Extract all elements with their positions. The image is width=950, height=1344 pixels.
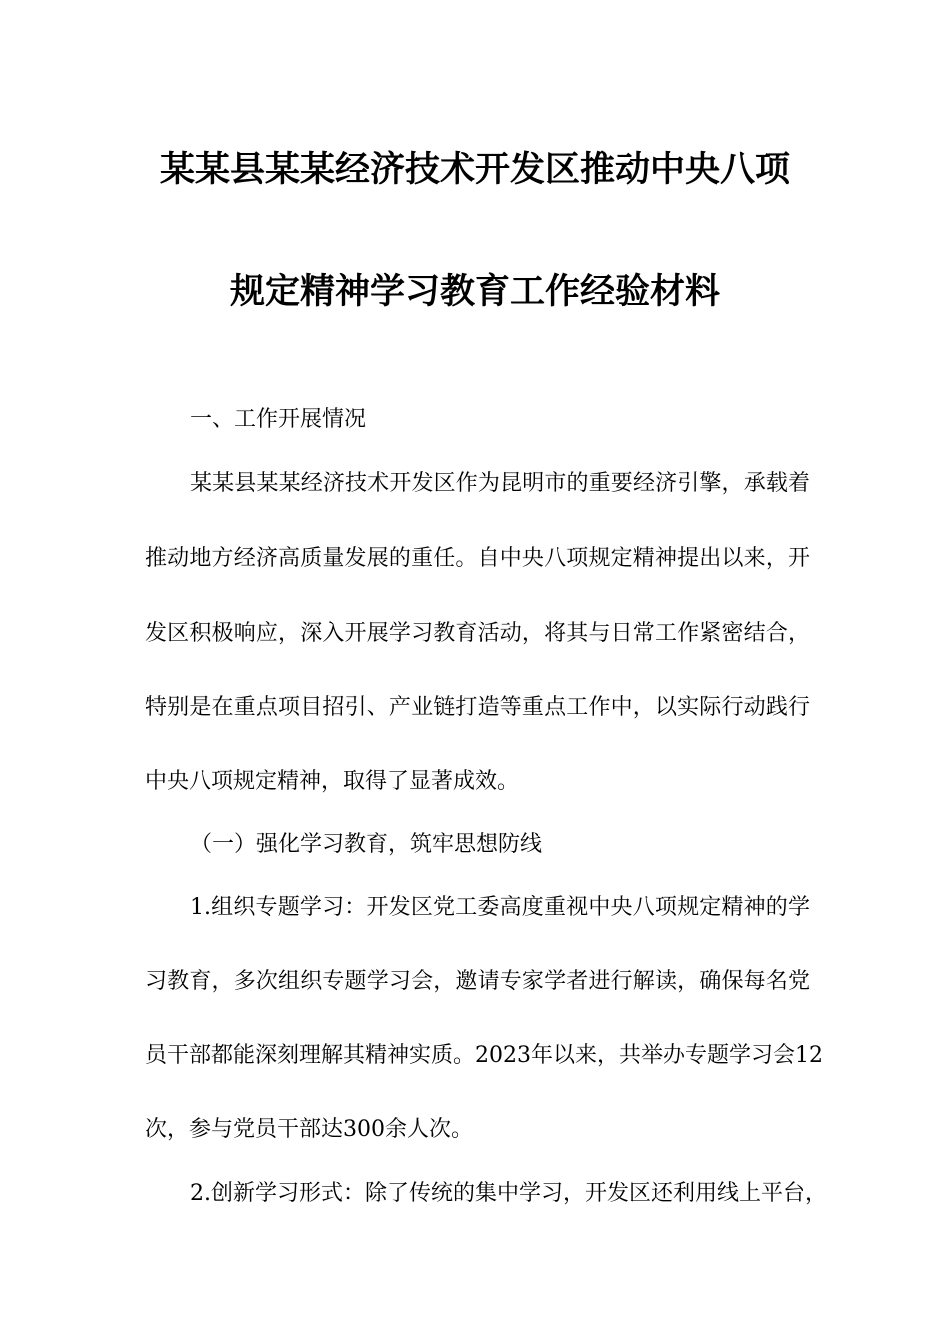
paragraph-line: 次，参与党员干部达300余人次。 bbox=[145, 1117, 473, 1142]
section-heading: 一、工作开展情况 bbox=[190, 407, 367, 432]
paragraph-line: 2.创新学习形式：除了传统的集中学习，开发区还利用线上平台， bbox=[190, 1181, 827, 1206]
subsection-heading: （一）强化学习教育，筑牢思想防线 bbox=[190, 832, 543, 857]
paragraph-line: 特别是在重点项目招引、产业链打造等重点工作中，以实际行动践行 bbox=[145, 695, 810, 720]
paragraph-line: 习教育，多次组织专题学习会，邀请专家学者进行解读，确保每名党 bbox=[145, 969, 810, 994]
paragraph-line: 中央八项规定精神，取得了显著成效。 bbox=[145, 769, 520, 794]
paragraph-line: 发区积极响应，深入开展学习教育活动，将其与日常工作紧密结合， bbox=[145, 621, 810, 646]
paragraph-line: 推动地方经济高质量发展的重任。自中央八项规定精神提出以来，开 bbox=[145, 546, 810, 571]
paragraph-line: 某某县某某经济技术开发区作为昆明市的重要经济引擎，承载着 bbox=[190, 471, 810, 496]
document-title-line-2: 规定精神学习教育工作经验材料 bbox=[229, 271, 720, 312]
paragraph-line: 1.组织专题学习：开发区党工委高度重视中央八项规定精神的学 bbox=[190, 895, 810, 920]
paragraph-line: 员干部都能深刻理解其精神实质。2023年以来，共举办专题学习会12 bbox=[145, 1043, 823, 1068]
document-title-line-1: 某某县某某经济技术开发区推动中央八项 bbox=[159, 149, 790, 190]
